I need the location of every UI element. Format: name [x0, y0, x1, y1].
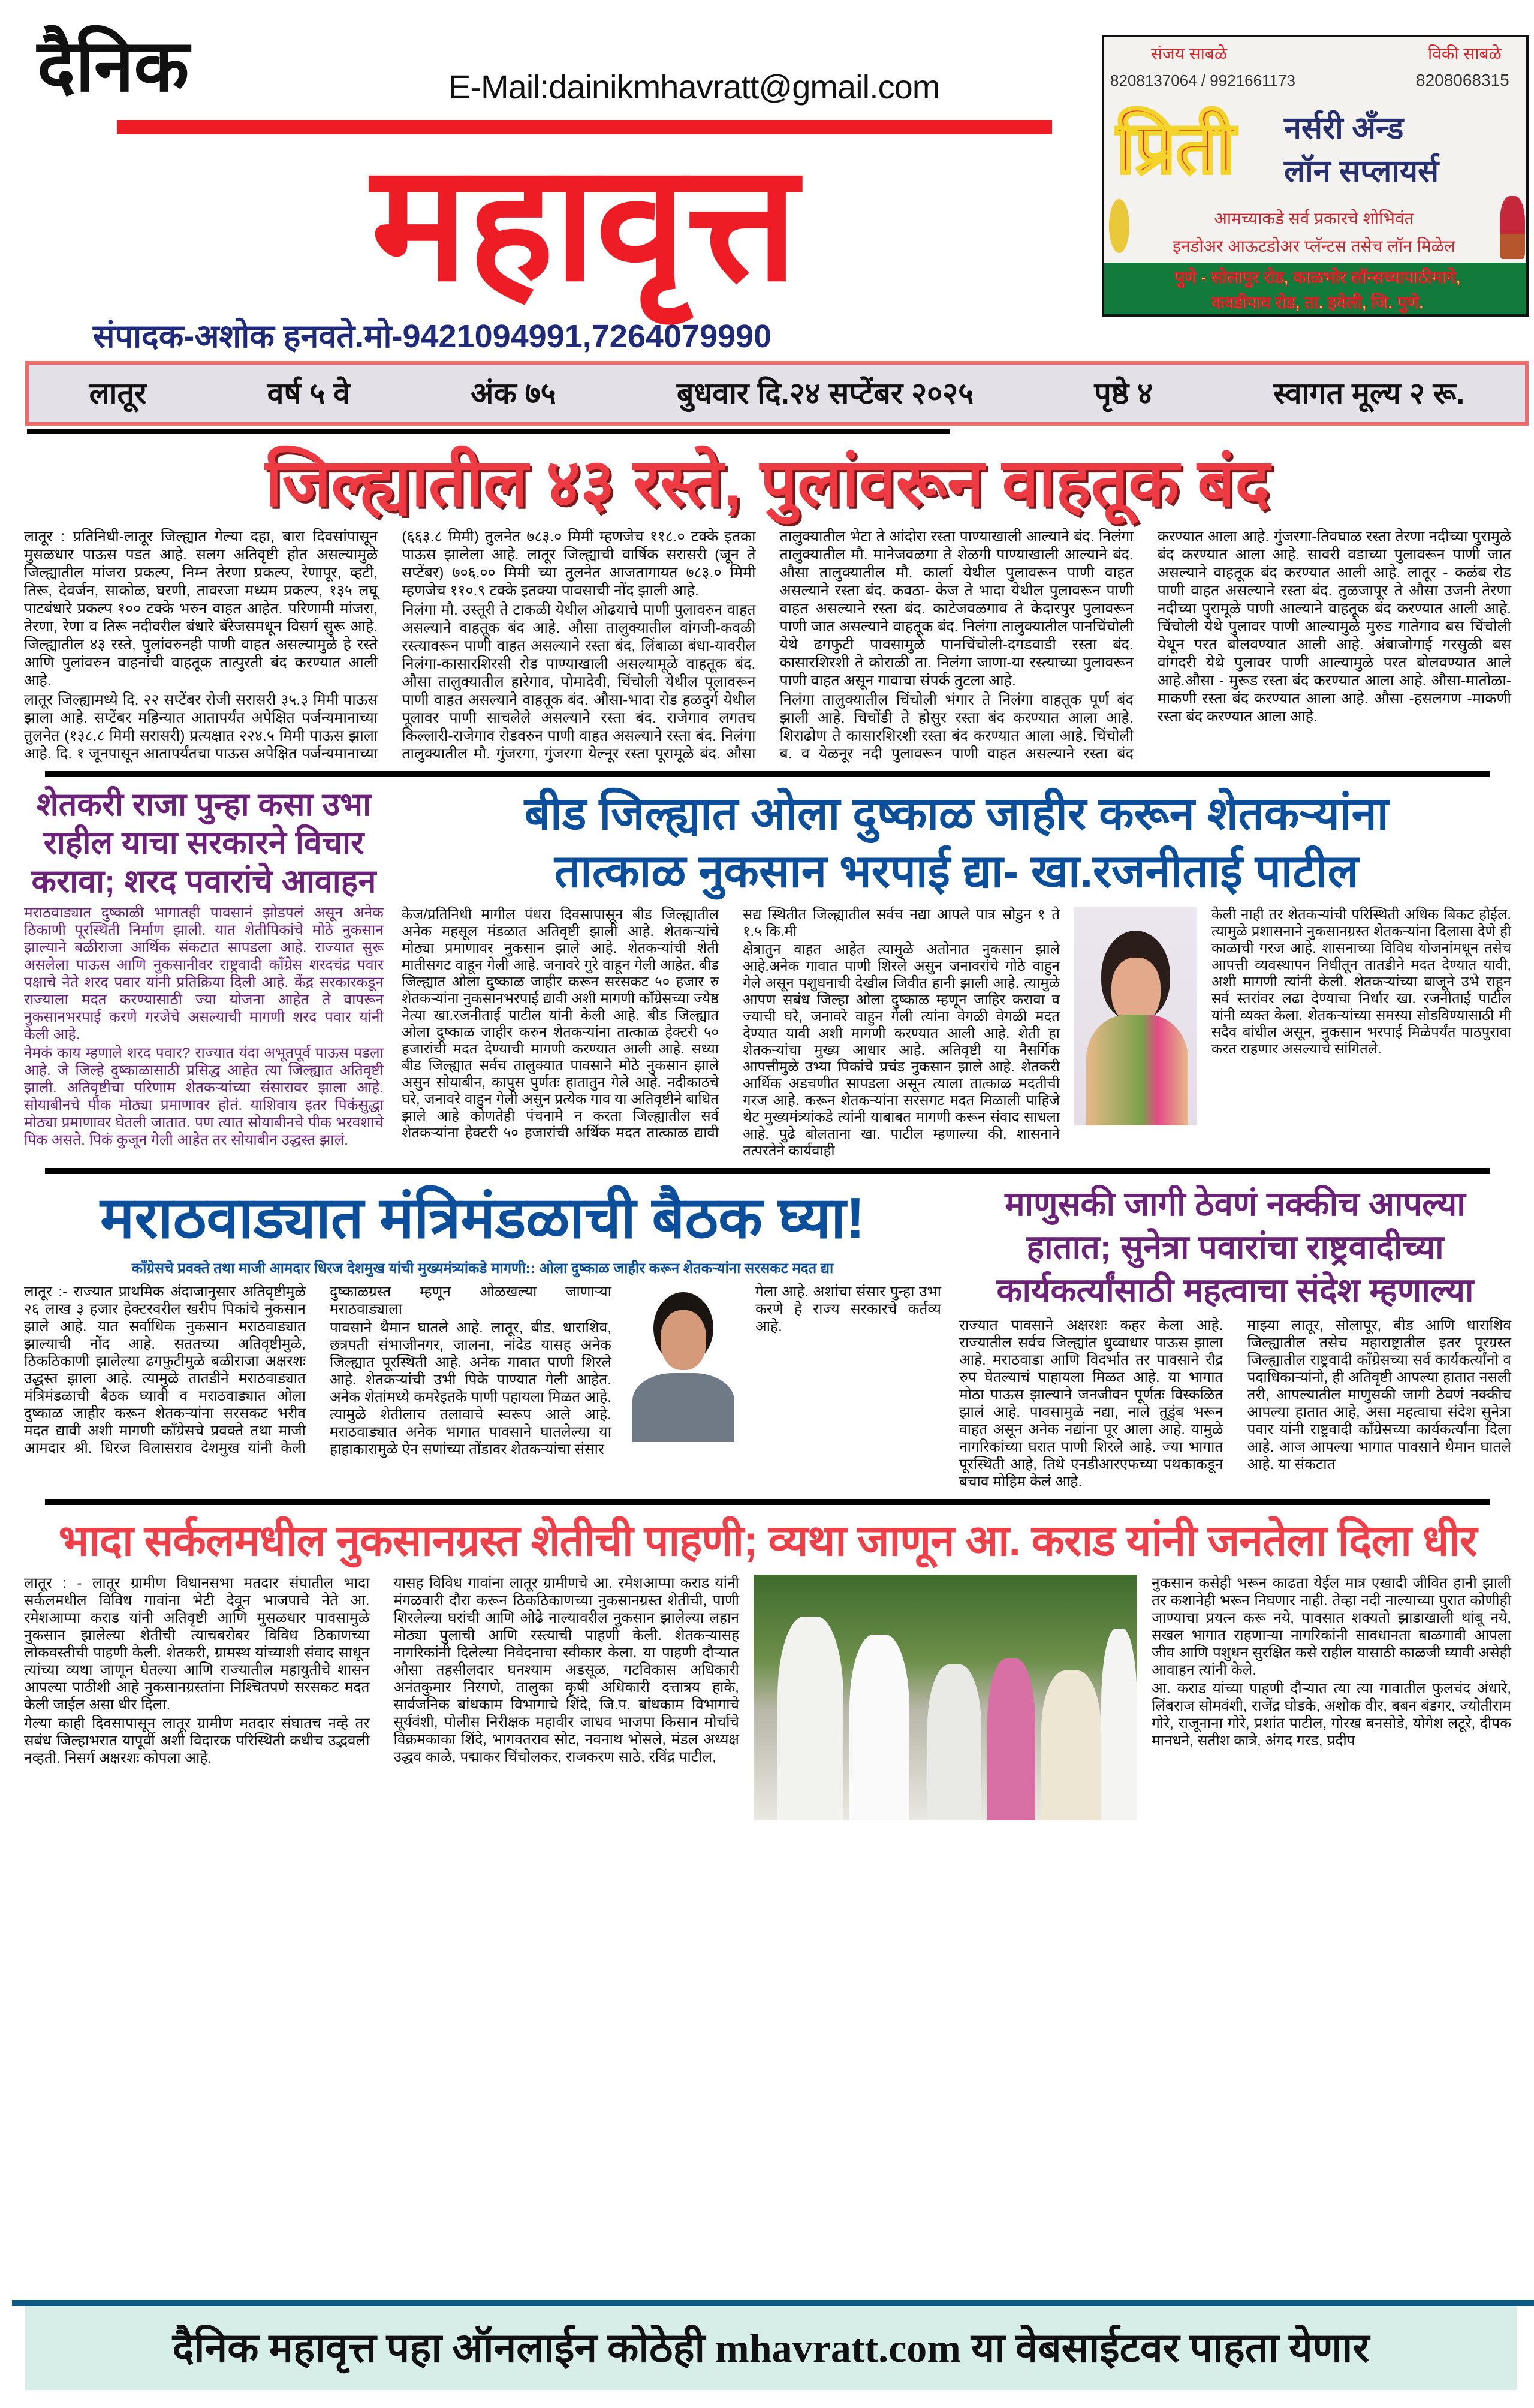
story1-paragraph: निलंगा मौ. उस्तूरी ते टाकळी येथील ओढयाचे पाणी पुलावरुन वाहत असल्याने वाहतूक बंद आहे. औसा तालुक्यातील वांगजी-कवळी रस्त्यावरून पाणी वाहत असल्याने रस्ता बंद, लिंबाळा बंधा-यावरील निलंगा-कासारशिरसी रोड पाण्याखाली असल्यामूळे वाहतूक बंद. औसा तालुक्यातील हारेगाव, पोमादेवी, चिंचोली येथील पूलावरून पाणी वाहत असल्याने वाहतूक बंद. औसा-भादा रोड हळदुर्ग येथील पूलावर पाणी साचलेले असल्याने रस्ता बंद. राजेगाव लगतच किल्लारी-राजेगाव रोडवरुन पाणी वाहत असल्याने रस्ता बंद. निलंगा तालुक्यातील मौ. गुंजरगा, गुंजरगा येल्नूर रस्ता पूरामूळे बंद. औसा तालुक्यातील भेटा ते आंदोरा रस्ता पाण्याखाली आल्याने बंद. निलंगा तालुक्यातील मौ. मानेजवळगा ते शेळगी पाण्याखाली आल्याने बंद. औसा तालुक्यातील मौ. कार्ला येथील पुलावरून पाणी वाहत असल्याने रस्ता बंद. कवठा- केज ते भादा येथील पुलावरून पाणी वाहत असल्याने रस्ता बंद. काटेजवळगाव ते केदारपुर पुलावरून पाणी जात असल्याने वाहतूक बंद. निलंगा तालुक्यातील पानचिंचोली येथे ढगफुटी पावसामुळे पानचिंचोली-दगडवाडी रस्ता बंद. कासारशिरशी ते कोराळी ता. निलंगा जाणा-या रस्त्याच्या पुलावरून पाणी वाहत असून गावाचा संपर्क तुटला आहे.: [402, 528, 1134, 762]
page-spacer: [0, 1820, 1534, 2290]
story4-headline: मराठवाड्यात मंत्रिमंडळाची बैठक घ्या!: [100, 1186, 865, 1250]
masthead-editor: संपादक-अशोक हनवते.मो-9421094991,7264079990: [93, 318, 772, 354]
story1-paragraph: लातूर जिल्ह्यामध्ये दि. २२ सप्टेंबर रोजी सरासरी ३५.३ मिमी पाऊस झाला आहे. सप्टेंबर महिन्यात आतापर्यंत अपेक्षित पर्जन्यमानाच्या तुलनेत (१३८.८ मिमी सरासरी) प्रत्यक्षात २२४.५ मिमी पाऊस झाला आहे. दि. १ जूनपासून आतापर्यंतचा पाऊस अपेक्षित पर्जन्यमानाच्या (६६३.८ मिमी) तुलनेत ७८३.० मिमी म्हणजेच ११८.० टक्के इतका पाऊस झालेला आहे. लातूर जिल्ह्याची वार्षिक सरासरी (जून ते सप्टेंबर) ७०६.०० मिमी च्या तुलनेत आजतागायत ७८३.० मिमी म्हणजेच ११०.९ टक्के इतक्या पावसाची नोंद झाली आहे.: [24, 528, 756, 762]
ad-name-right: विकी साबळे: [1428, 44, 1502, 63]
page-body: [0, 438, 1534, 1820]
dateline-price: स्वागत मूल्य २ रू.: [1273, 377, 1465, 410]
masthead-title: महावृत्त: [117, 120, 1052, 313]
ad-line2: इनडोअर आऊटडोअर प्लॅन्टस तसेच लॉन मिळेल: [1173, 237, 1455, 255]
story1-headline: जिल्ह्यातील ४३ रस्ते, पुलांवरून वाहतूक बंद: [265, 446, 1270, 520]
story4: [24, 1182, 941, 1458]
story1-body: [24, 528, 1511, 763]
story2-body: [24, 904, 384, 1150]
ad-brand: प्रिती: [1116, 108, 1235, 188]
ad-brand-sub1: नर्सरी अँन्ड: [1284, 111, 1404, 146]
flower-decoration-icon: [1109, 199, 1129, 253]
footer-banner: [25, 2306, 1517, 2390]
story6-paragraph: यासह विविध गावांना लातूर ग्रामीणचे आ. रमेशआप्पा कराड यांनी मंगळवारी दौरा करून ठिकठिकाणच्या नुकसानग्रस्त शेतीची, पाणी शिरलेल्या घरांची आणि ओढे नाल्यावरील नुकसान झालेल्या लहान मोठ्या पुलाची आणि रस्त्याची पाहणी केली. शेतकऱ्यासह नागरिकांनी दिलेल्या निवेदनाचा स्वीकार केला. या पाहणी दौऱ्यात औसा तहसीलदार घनश्याम अडसूळ, गटविकास अधिकारी अनंतकुमार निरगणे, तालुका कृषी अधिकारी दत्तात्रय हाके, सार्वजनिक बांधकाम विभागाचे शिंदे, जि.प. बांधकाम विभागाचे सूर्यवंशी, पोलीस निरीक्षक महावीर जाधव भाजपा किसान मोर्चाचे विक्रमकाका शिंदे, भागवतराव सोट, नवनाथ भोसले, मंडल अध्यक्ष उद्धव काळे, पद्माकर चिंचोलकर, राजकरण साठे, रविंद्र पाटील,: [393, 1575, 739, 1765]
story2-paragraph: नेमकं काय म्हणाले शरद पवार? राज्यात यंदा अभूतपूर्व पाऊस पडला आहे. जे जिल्हे दुष्काळासाठी प्रसिद्ध आहेत त्या जिल्ह्यात अतिवृष्टी झाली. अतिवृष्टीचा परिणाम शेतकऱ्यांच्या संसारावर झाला आहे. सोयाबीनचे पीक मोठ्या प्रमाणावर होतं. याशिवाय इतर पिकंसुद्धा मोठ्या प्रमाणावर घेतली जातात. पण त्यात सोयाबीनचे पीक भरवशाचे पिक असते. पिकं कुजून गेली आहेत तर सोयाबीन उद्धस्त झालं.: [24, 1045, 384, 1148]
dateline-bar: [25, 361, 1529, 426]
story6-paragraph: लातूर : - लातूर ग्रामीण विधानसभा मतदार संघातील भादा सर्कलमधील विविध गावांना भेटी देवून भाजपाचे नेते आ. रमेशआप्पा कराड यांनी अतिवृष्टी आणि मुसळधार पावसामुळे नुकसान झालेल्या शेतीची त्याचबरोबर विविध ठिकाणच्या लोकवस्तीची पाहणी केली. शेतकरी, ग्रामस्थ यांच्याशी संवाद साधून त्यांच्या व्यथा जाणून घेतल्या आणि राज्यातील महायुतीचे शासन आपल्या पाठीशी आहे नुकसानग्रस्तांना निश्चितपणे सरसकट मदत केली जाईल असा धीर दिला.: [24, 1575, 370, 1713]
ad-address-band: [1104, 263, 1529, 317]
story2-headline: शेतकरी राजा पुन्हा कसा उभा राहील याचा सरकारने विचार करावा; शरद पवारांचे आवाहन: [31, 787, 376, 899]
footer-rule: [12, 2300, 1534, 2306]
ad-address1: पुणे - सोलापुर रोड, काळभोर लॉन्सच्यापाठीमागे,: [1174, 268, 1461, 287]
section-2: [24, 785, 1511, 1160]
story6-body-right: [1152, 1575, 1511, 1751]
story3-body-side: [1211, 907, 1511, 1059]
dateline-city: लातूर: [89, 377, 147, 410]
masthead-dainik: दैनिक: [37, 26, 189, 106]
story2: [24, 785, 384, 1150]
story5-paragraph: माझ्या लातूर, सोलापूर, बीड आणि धाराशिव जिल्ह्यातील तसेच महाराष्ट्रातील इतर पूरग्रस्त जिल्ह्यातील राष्ट्रवादी कॉंग्रेसच्या सर्व कार्यकर्त्यांनो व पदाधिकाऱ्यांनो, ही अतिवृष्टी आपल्या हातात नसली तरी, आपल्यातील माणुसकी जागी ठेवणं नक्कीच आपल्या हातात आहे, असा महत्वाचा संदेश सुनेत्रा पवार यांनी राष्ट्रवादी कॉंग्रेसच्या कार्यकर्त्यांना दिला आहे. आज आपल्या भागात पावसाने थैमान घातले आहे. या संकटात: [1247, 1317, 1511, 1473]
story3-headline: [402, 785, 1511, 901]
story3: [402, 785, 1511, 1160]
story2-paragraph: मराठवाड्यात दुष्काळी भागातही पावसानं झोडपलं असून अनेक ठिकाणी पूरस्थिती निर्माण झाली. यात शेतीपिकांचे मोठे नुकसान झाल्याने बळीराजा आर्थिक संकटात सापडला आहे. राज्यात सुरू असलेला पाऊस आणि नुकसानीवर राष्ट्रवादी कॉंग्रेस शरदचंद्र पवार पक्षाचे नेते शरद पवार यांनी प्रतिक्रिया दिली आहे. केंद्र सरकारकडून राज्याला मदत करण्यासाठी ज्या योजना आहेत ते वापरून नुकसानभरपाई करणे गरजेचे असल्याची मागणी शरद पवार यांनी केली आहे.: [24, 905, 384, 1043]
ad-phone-right: 8208068315: [1416, 71, 1509, 89]
story6-paragraph: आ. कराड यांच्या पाहणी दौऱ्यात त्या त्या गावातील फुलचंद अंधारे, लिंबराज सोमवंशी, राजेंद्र घोडके, अशोक वीर, बबन बंडगर, ज्योतीराम गोरे, राजूनाना गोरे, प्रशांत पाटील, गोरख बनसोडे, योगेश लटूरे, दीपक मानधने, सतीश कात्रे, अंगद गरड, प्रदीप: [1152, 1681, 1511, 1749]
story3-paragraph: केज/प्रतिनिधी मागील पंधरा दिवसापासून बीड जिल्ह्यातील अनेक महसूल मंडळात अतिवृष्टी झाली आहे. शेतकऱ्यांचे मोठ्या प्रमाणावर नुकसान झाले आहे. शेतकऱ्यांची शेती मातीसगट वाहून गेली आहे. जनावरे गुरे वाहून गेली आहेत. बीड जिल्ह्यात ओला दुष्काळ जाहीर करून सरसकट ५० हजार रु शेतकऱ्यांना नुकसानभरपाई द्यावी अशी मागणी कॉंग्रेसच्या ज्येष्ठ नेत्या खा.रजनीताई पाटील यांनी केली आहे. बीड जिल्ह्यात ओला दुष्काळ जाहीर करुन शेतकऱ्यांना तात्काळ हेक्टरी ५० हजारांची मदत देण्याची मागणी करण्यात आली आहे. सध्या बीड जिल्ह्यात सर्वच तालुक्यात पावसाने मोठे नुकसान झाले असुन सोयाबीन, कापुस पुर्णतः हातातुन गेले आहे. नदीकाठचे घरे, जनावरे वाहुन गेली असुन प्रत्येक गाव या अतिवृष्टीने बाधित झाले आहे कोणतेही पंचनामे न करता जिल्ह्यातील सर्व शेतकऱ्यांना हेक्टरी ५० हजारांची अर्थिक मदत तात्काळ द्यावी सद्य स्थितीत जिल्ह्यातील सर्वच नद्या आपले पात्र सोडुन १ ते १.५ कि.मी: [402, 907, 1060, 1141]
story5-paragraph: राज्यात पावसाने अक्षरशः कहर केला आहे. राज्यातील सर्वच जिल्ह्यांत धुव्वाधार पाऊस झाला आहे. मराठवाडा आणि विदर्भात तर पावसाने रौद्र रुप घेतल्याचं पाहायला मिळत आहे. या भागात मोठा पाऊस झाल्याने जनजीवन पूर्णतः विस्कळित झालं आहे. पावसामुळे नद्या, नाले तुडुंब भरून वाहत असून अनेक नद्यांना पूर आला आहे. यामुळे नागरिकांच्या घरात पाणी शिरले आहे. ज्या भागात पूरस्थिती आहे, तिथे एनडीआरएफच्या पथकाकडून बचाव मोहिम केलं आहे.: [959, 1317, 1223, 1490]
ad-address2: कवडीपाव रोड, ता. हवेली, जि. पुणे.: [1211, 293, 1424, 312]
section-3: [24, 1182, 1511, 1491]
story6-headline: भादा सर्कलमधील नुकसानग्रस्त शेतीची पाहणी; व्यथा जाणून आ. कराड यांनी जनतेला दिला धीर: [58, 1517, 1477, 1565]
story5-headline: माणुसकी जागी ठेवणं नक्कीच आपल्या हातात; सुनेत्रा पवारांचा राष्ट्रवादीच्या कार्यकर्त्यांसाठी महत्वाचा संदेश म्हणाल्या: [996, 1185, 1474, 1309]
footer: [0, 2290, 1534, 2408]
dateline-pages: पृष्ठे ४: [1094, 377, 1153, 410]
dateline-date: बुधवार दि.२४ सप्टेंबर २०२५: [676, 377, 974, 410]
story3-paragraph: केली नाही तर शेतकऱ्यांची परिस्थिती अधिक बिकट होईल. त्यामुळे प्रशासनाने नुकसानग्रस्त शेतकऱ्यांना दिलासा देणे ही काळाची गरज आहे. शासनाच्या विविध योजनांमधून तसेच आपत्ती व्यवस्थापन निधीतून तातडीने मदत देण्यात यावी, अशी मागणी त्यांनी केली. शेतकऱ्यांच्या बाजूने उभे राहून सर्व स्तरांवर लढा देण्याचा निर्धार खा. रजनीताई पाटील यांनी व्यक्त केला. शेतकऱ्यांच्या समस्या सोडविण्यासाठी मी सदैव बांधील असून, नुकसान भरपाई मिळेपर्यंत पाठपुरावा करत राहणार असल्याचे सांगितले.: [1211, 907, 1511, 1057]
section-4: [24, 1575, 1511, 1820]
nursery-advertisement: [1102, 35, 1529, 317]
story4-body-left: [24, 1283, 611, 1458]
dhiraj-deshmukh-photo: [623, 1283, 743, 1442]
story4-paragraph: गेला आहे. अशांचा संसार पुन्हा उभा करणे हे राज्य सरकारचे कर्तव्य आहे.: [755, 1284, 941, 1335]
story4-paragraph: लातूर :- राज्यात प्राथमिक अंदाजानुसार अतिवृष्टीमुळे २६ लाख ३ हजार हेक्टरवरील खरीप पिकांचे नुकसान झाले आहे. यात सर्वाधिक नुकसान मराठवाड्यात झाल्याची नोंद आहे. सततच्या अतिवृष्टीमुळे, ठिकठिकाणी झालेल्या ढगफुटीमुळे बळीराजा अक्षरशः उद्धस्त झाला आहे. त्यामुळे तातडीने मराठवाड्यात मंत्रिमंडळाची बैठक घ्यावी व मराठवाड्यात ओला दुष्काळ जाहीर करून शेतकऱ्यांना सरसकट भरीव मदत द्यावी अशी मागणी कॉंग्रेसचे प्रवक्ते तथा माजी आमदार श्री. धिरज विलासराव देशमुख यांनी केली दुष्काळग्रस्त म्हणून ओळखल्या जाणाऱ्या मराठवाड्याला: [24, 1284, 611, 1456]
story6-paragraph: गेल्या काही दिवसापासून लातूर ग्रामीण मतदार संघातच नव्हे तर सबंध जिल्हाभरात यापूर्वी अशी विदारक परिस्थिती कधीच उद्भवली नव्हती. निसर्ग अक्षरशः कोपला आहे.: [24, 1715, 370, 1766]
field-inspection-photo: [754, 1575, 1137, 1820]
page-header: [0, 0, 1534, 438]
story3-body-main: [402, 907, 1060, 1160]
ad-name-left: संजय साबळे: [1151, 44, 1228, 63]
story4-body-right: [755, 1283, 941, 1337]
section-divider: [45, 1168, 1490, 1174]
footer-text: दैनिक महावृत्त पहा ऑनलाईन कोठेही mhavratt.com या वेबसाईटवर पाहता येणार: [172, 2325, 1370, 2371]
story5-body: [959, 1317, 1511, 1491]
story1-paragraph: लातूर : प्रतिनिधी-लातूर जिल्ह्यात गेल्या दहा, बारा दिवसांपासून मुसळधार पाऊस पडत आहे. सलग अतिवृष्टी होत असल्यामुळे जिल्ह्यातील मांजरा प्रकल्प, निम्न तेरणा प्रकल्प, रेणापूर, व्हटी, तिरू, देवर्जन, साकोळ, घरणी, तावरजा मध्यम प्रकल्प, १३५ लघू पाटबंधारे प्रकल्प १०० टक्के भरुन वाहत आहेत. परिणामी मांजरा, तेरणा, रेणा व तिरू नदीवरील बंधारे बॅरेजसमधून विसर्ग सुरू आहे. जिल्ह्यातील ४३ रस्ते, पुलांवरुनही पाणी वाहत असल्यामुळे हे रस्ते आणि पुलांवरुन वाहनांची वाहतूक तात्पुरती बंद करण्यात आली आहे.: [24, 528, 378, 689]
dateline-year: वर्ष ५ वे: [267, 377, 350, 410]
dateline-underline: [27, 429, 950, 434]
story1-paragraph: निलंगा तालुक्यातील चिंचोली भंगार ते निलंगा वाहतूक पूर्ण बंद झाली आहे. चिचोंडी ते होसुर रस्ता बंद करण्यात आला आहे. शिराढोण ते कासारशिरशी रस्ता बंद करण्यात आला आहे. चिंचोली ब. व येळनूर नदी पुलावरून पाणी वाहत असल्याने रस्ता बंद करण्यात आला आहे. गुंजरगा-तिवघाळ रस्ता तेरणा नदीच्या पुरामुळे बंद करण्यात आला आहे. सावरी वडाच्या पुलावरून पाणी जात असल्याने वाहतूक बंद करण्यात आली आहे. लातूर - कळंब रोड पाणी वाहत असल्याने रस्ता बंद. तुळजापूर ते औसा उजनी तेरणा नदीच्या पुरामूळे पाणी आल्याने वाहतूक बंद करण्यात आली आहे. चिंचोली येथे पुलावर पाणी आल्यामुळे मुरुड गातेगाव बस चिंचोली येथून परत बोलवण्यात आली आहे. अंबाजोगाई गरसुळी बस वांगदरी येथे पुलावर पाणी आल्यामुळे परत बोलवण्यात आले आहे.औसा - मुरूड रस्ता बंद करण्यात आला आहे. औसा-मातोळा-माकणी रस्ता बंद करण्यात आला आहे. औसा -हसलगण -माकणी रस्ता बंद करण्यात आला आहे.: [779, 528, 1511, 762]
ad-brand-sub2: लॉन सप्लायर्स: [1284, 154, 1439, 189]
masthead-email: E-Mail:dainikmhavratt@gmail.com: [448, 68, 940, 106]
section-divider: [45, 1499, 1490, 1505]
story5: [959, 1182, 1511, 1491]
story6-body-left: [24, 1575, 739, 1768]
ad-phone-left: 8208137064 / 9921661173: [1110, 71, 1295, 89]
ad-line1: आमच्याकडे सर्व प्रकारचे शोभिवंत: [1214, 209, 1414, 228]
story3-paragraph: क्षेत्रातुन वाहत आहेत त्यामुळे अतोनात नुकसान झाले आहे.अनेक गावात पाणी शिरले असुन जनावरांचे गोठे वाहुन गेले असून पशुधनाची देखील जिवीत हानी झाली आहे. त्यामुळे आपण सबंध जिल्हा ओला दुष्काळ म्हणून जाहिर करावा व ज्याची घरे, जनावरे वाहुन गेली त्यांना वेगळी वेगळी मदत देण्यात यावी अशी मागणी करण्यात आली आहे. शेती हा शेतकऱ्यांचा मुख्य आधार आहे. अतिवृष्टी या नैसर्गिक आपत्तीमुळे उभ्या पिकांचे प्रचंड नुकसान झाले आहे. शेतकरी आर्थिक अडचणीत सापडला असून त्याला तात्काळ मदतीची गरज आहे. करून शेतकऱ्यांना सरसगट मदत मिळाली पाहिजे थेट मुख्यमंत्र्यांकडे त्यांनी याबाबत मागणी करून संवाद साधला आहे. पुढे बोलताना खा. पाटील म्हणाल्या की, शासनाने तत्परतेने कार्यवाही: [743, 941, 1060, 1159]
story3-headline-line1: बीड जिल्ह्यात ओला दुष्काळ जाहीर करून शेतकऱ्यांना: [524, 788, 1389, 839]
section-divider: [45, 771, 1490, 777]
rajanitai-patil-photo: [1074, 907, 1197, 1125]
story4-subheadline: कॉंग्रेसचे प्रवक्ते तथा माजी आमदार धिरज देशमुख यांची मुख्यमंत्र्यांकडे मागणी:: ओला दुष्काळ जाहीर करून शेतकऱ्यांना सरसकट मदत द्या: [131, 1260, 834, 1277]
story4-paragraph: पावसाने थैमान घातले आहे. लातूर, बीड, धाराशिव, छत्रपती संभाजीनगर, जालना, नांदेड यासह अनेक जिल्ह्यात पूरस्थिती आहे. अनेक गावात पाणी शिरले आहे. शेतकऱ्यांची उभी पिके पाण्यात गेली आहेत. अनेक शेतांमध्ये कमरेइतके पाणी पहायला मिळत आहे. त्यामुळे शेतीलाच तलावाचे स्वरूप आले आहे. मराठवाड्यात अनेक भागात पावसाने घातलेल्या या हाहाकारामुळे ऐन सणांच्या तोंडावर शेतकऱ्यांचा संसार: [330, 1320, 611, 1458]
potted-plant-icon: [1500, 196, 1525, 259]
story3-headline-line2: तात्काळ नुकसान भरपाई द्या- खा.रजनीताई पाटील: [554, 846, 1359, 897]
story6-paragraph: नुकसान कसेही भरून काढता येईल मात्र एखादी जीवित हानी झाली तर कशानेही भरून निघणार नाही. तेव्हा नदी नाल्याच्या पुरात कोणीही जाण्याचा प्रयत्न करू नये, पावसात शक्यतो झाडाखाली थांबू नये, सखल भागात राहणाऱ्या नागरिकांनी सावधानता बाळगावी आपला जीव आणि पशुधन सुरक्षित कसे राहील यासाठी काळजी घ्यावी असेही आवाहन त्यांनी केले.: [1152, 1575, 1511, 1678]
dateline-issue: अंक ७५: [471, 377, 556, 410]
